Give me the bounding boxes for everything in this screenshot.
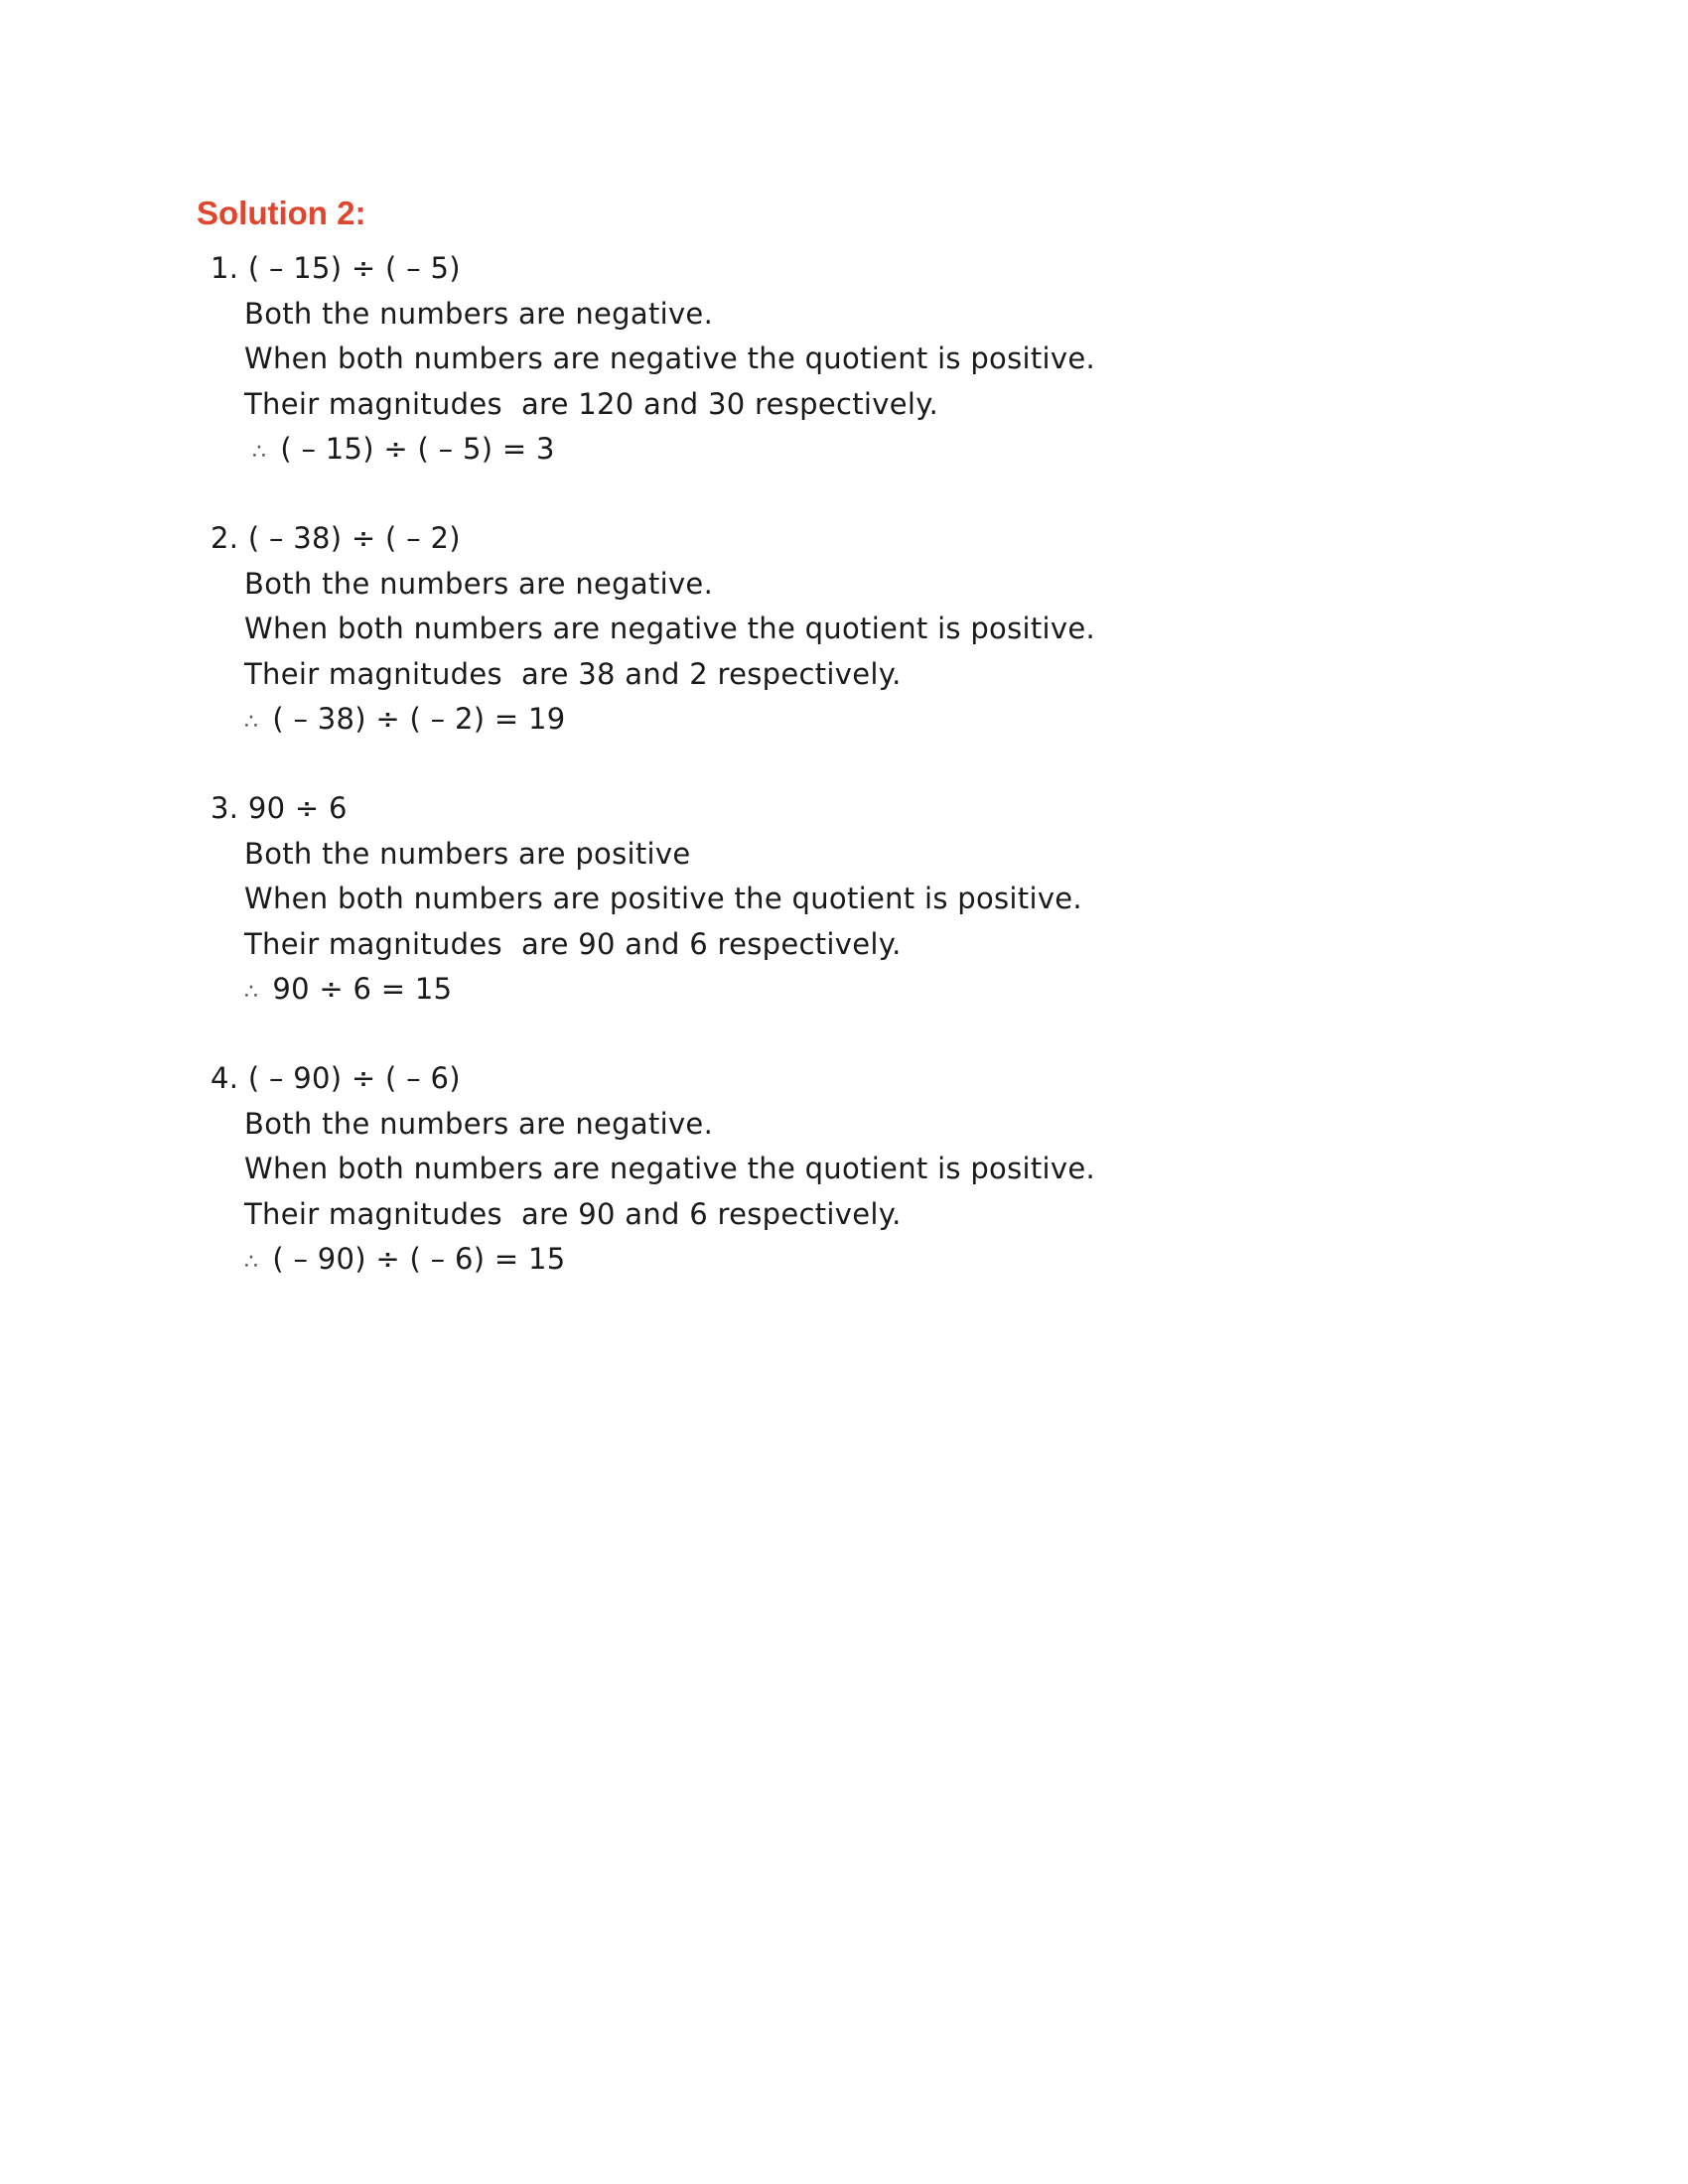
explanation-line: Both the numbers are positive: [244, 836, 691, 871]
explanation-line: Their magnitudes are 120 and 30 respectively.: [244, 386, 939, 421]
result-expression: ( – 38) ÷ ( – 2) = 19: [272, 702, 566, 736]
problem-expression: 90 ÷ 6: [247, 791, 348, 825]
solution-item-2: [211, 516, 1402, 743]
result-expression: ( – 15) ÷ ( – 5) = 3: [280, 432, 555, 466]
explanation-line: Both the numbers are negative.: [244, 296, 714, 331]
problem-expression: ( – 38) ÷ ( – 2): [247, 521, 461, 555]
explanation-line: Their magnitudes are 38 and 2 respectively.: [244, 656, 902, 691]
solution-item-1: [211, 246, 1402, 473]
therefore-icon: ∴: [244, 710, 259, 735]
explanation-line: Both the numbers are negative.: [244, 566, 714, 601]
result-line: [211, 1237, 1402, 1283]
item-number: 3.: [211, 791, 239, 825]
explanation-line: When both numbers are negative the quotient is positive.: [244, 1152, 1096, 1185]
problem-expression: ( – 15) ÷ ( – 5): [247, 251, 461, 285]
item-number: 4.: [211, 1061, 239, 1095]
explanation-line: When both numbers are positive the quotient is positive.: [244, 882, 1082, 915]
result-line: [211, 427, 1402, 473]
item-number: 2.: [211, 521, 239, 555]
problem-statement: [211, 246, 1402, 292]
explanation-line: Both the numbers are negative.: [244, 1106, 714, 1141]
problem-statement: [211, 786, 1402, 832]
explanation-line: Their magnitudes are 90 and 6 respectively.: [244, 926, 902, 961]
explanation-line: Their magnitudes are 90 and 6 respectively.: [244, 1196, 902, 1231]
result-expression: ( – 90) ÷ ( – 6) = 15: [272, 1242, 566, 1276]
solution-heading: Solution 2:: [197, 195, 366, 231]
problem-statement: [211, 1056, 1402, 1102]
result-expression: 90 ÷ 6 = 15: [272, 972, 453, 1006]
result-line: [211, 697, 1402, 743]
therefore-icon: ∴: [244, 980, 259, 1005]
result-line: [211, 967, 1402, 1013]
solution-item-3: [211, 786, 1402, 1013]
explanation-line: When both numbers are negative the quotient is positive.: [244, 341, 1096, 375]
solution-item-4: [211, 1056, 1402, 1283]
explanation-line: When both numbers are negative the quotient is positive.: [244, 612, 1096, 645]
therefore-icon: ∴: [244, 1250, 259, 1275]
problem-expression: ( – 90) ÷ ( – 6): [247, 1061, 461, 1095]
problem-statement: [211, 516, 1402, 562]
therefore-icon: ∴: [252, 440, 267, 465]
item-number: 1.: [211, 251, 239, 285]
